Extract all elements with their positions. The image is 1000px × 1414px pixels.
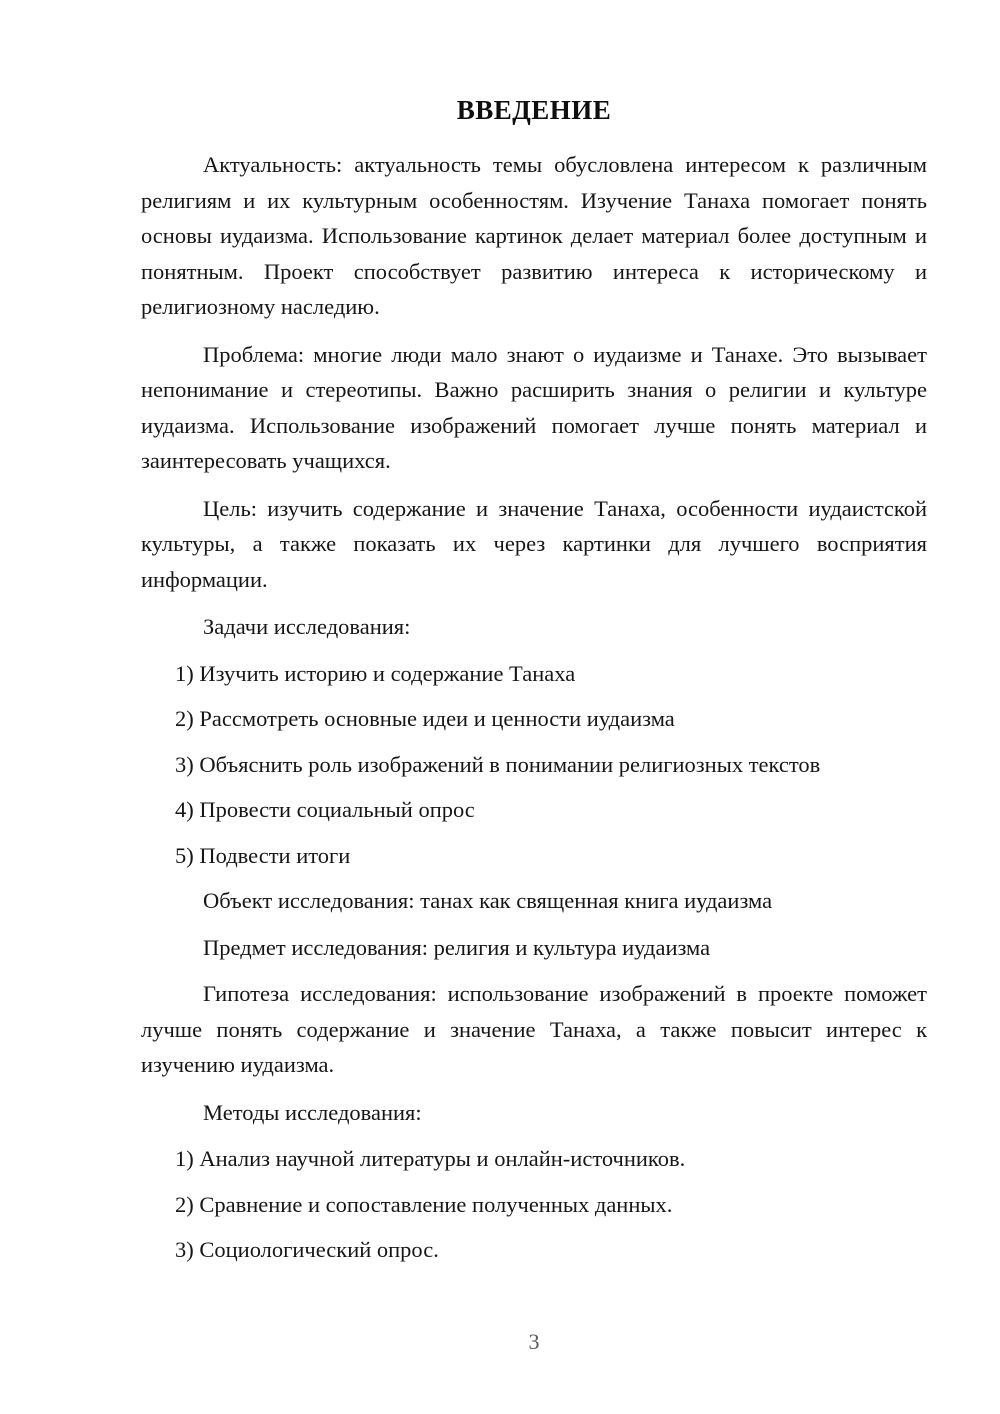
list-item: 3) Объяснить роль изображений в понимании религиозных текстов bbox=[175, 751, 821, 777]
methods-heading: Методы исследования: bbox=[203, 1099, 422, 1125]
list-item: 4) Провести социальный опрос bbox=[175, 797, 475, 822]
list-item: 3) Социологический опрос. bbox=[175, 1237, 439, 1262]
list-item: 2) Рассмотреть основные идеи и ценности иудаизма bbox=[175, 706, 675, 731]
document-content bbox=[141, 92, 927, 1278]
paragraph-actuality: Актуальность: актуальность темы обусловлена интересом к различным религиям и их культурным особенностям. Изучение Танаха помогает понять основы иудаизма. Использование картинок делает материал более доступным и понятным. Проект способствует развитию интереса к историческому и религиозному наследию. bbox=[141, 152, 927, 319]
list-item: 1) Анализ научной литературы и онлайн-источников. bbox=[175, 1146, 686, 1171]
list-item: 1) Изучить историю и содержание Танаха bbox=[175, 660, 576, 686]
paragraph-goal: Цель: изучить содержание и значение Танаха, особенности иудаистской культуры, а также показать их через картинки для лучшего восприятия информации. bbox=[141, 495, 927, 592]
paragraph-problem: Проблема: многие люди мало знают о иудаизме и Танахе. Это вызывает непонимание и стереотипы. Важно расширить знания о религии и культуре иудаизма. Использование изображений помогает лучше понять материал и заинтересовать учащихся. bbox=[141, 341, 927, 473]
tasks-list bbox=[141, 656, 927, 874]
page-number: 3 bbox=[528, 1329, 540, 1354]
paragraph-hypothesis: Гипотеза исследования: использование изображений в проекте поможет лучше понять содержание и значение Танаха, а также повысит интерес к изучению иудаизма. bbox=[141, 981, 927, 1077]
paragraph-object: Объект исследования: танах как священная книга иудаизма bbox=[203, 888, 773, 913]
methods-list bbox=[141, 1141, 927, 1268]
paragraph-subject: Предмет исследования: религия и культура иудаизма bbox=[203, 934, 711, 960]
list-item: 2) Сравнение и сопоставление полученных данных. bbox=[175, 1191, 673, 1217]
tasks-heading: Задачи исследования: bbox=[203, 614, 411, 639]
page-title: ВВЕДЕНИЕ bbox=[456, 95, 612, 125]
list-item: 5) Подвести итоги bbox=[175, 842, 351, 868]
